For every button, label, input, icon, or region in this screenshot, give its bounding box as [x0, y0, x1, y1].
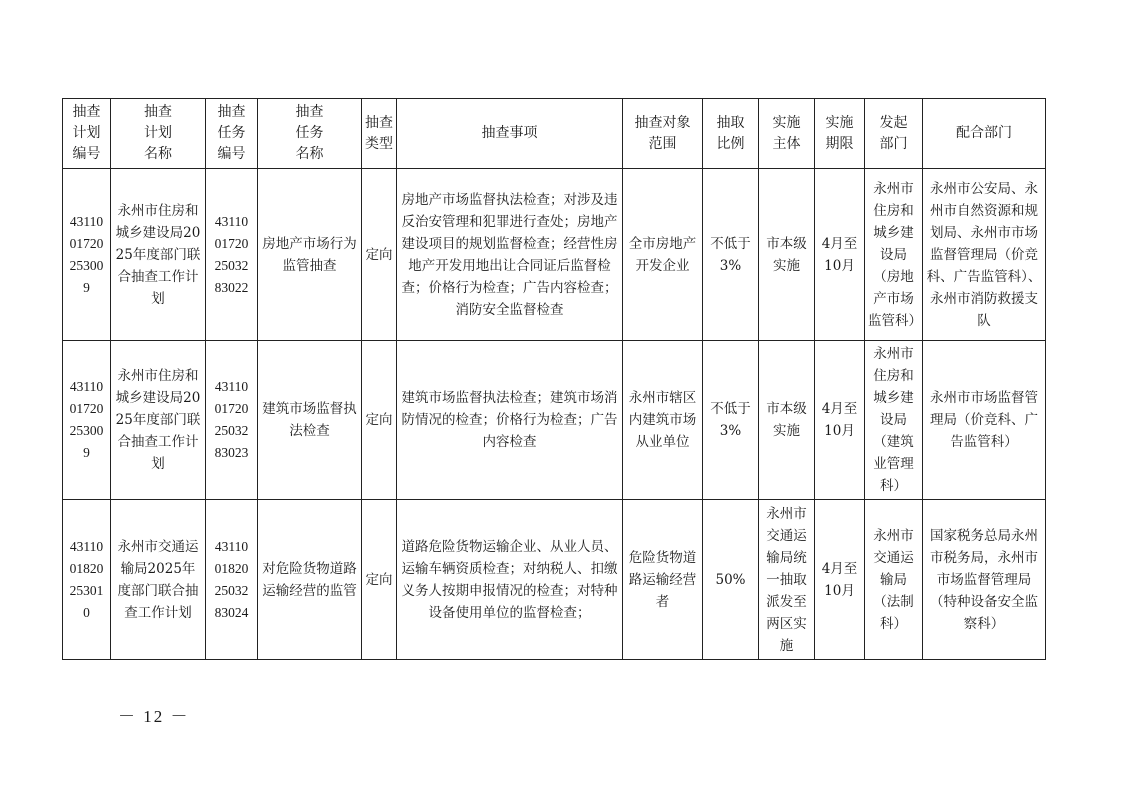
- task-no-cell: 43110 01720 25032 83022: [206, 169, 258, 341]
- items-cell: 建筑市场监督执法检查；建筑市场消防情况的检查；价格行为检查；广告内容检查: [397, 341, 623, 500]
- ratio-cell: 50%: [703, 500, 759, 660]
- type-cell: 定向: [362, 341, 397, 500]
- page-number: － 12 －: [118, 707, 190, 726]
- partners-cell: 永州市公安局、永州市自然资源和规划局、永州市市场监督管理局（价竞科、广告监管科）、永州市消防救援支队: [923, 169, 1046, 341]
- initiator-cell: 永州市住房和城乡建设局（建筑业管理科）: [865, 341, 923, 500]
- header-subject: 实施 主体: [759, 99, 815, 169]
- task-no-cell: 43110 01720 25032 83023: [206, 341, 258, 500]
- type-cell: 定向: [362, 500, 397, 660]
- partners-cell: 永州市市场监督管理局（价竞科、广告监管科）: [923, 341, 1046, 500]
- table-row: [63, 500, 1046, 660]
- plan-name-cell: 永州市交通运输局2025年度部门联合抽查工作计划: [111, 500, 206, 660]
- scope-cell: 永州市辖区内建筑市场从业单位: [623, 341, 703, 500]
- scope-cell: 全市房地产开发企业: [623, 169, 703, 341]
- ratio-cell: 不低于3%: [703, 169, 759, 341]
- period-cell: 4月至10月: [815, 341, 865, 500]
- items-cell: 道路危险货物运输企业、从业人员、运输车辆资质检查；对纳税人、扣缴义务人按期申报情况的检查；对特种设备使用单位的监督检查；: [397, 500, 623, 660]
- type-cell: 定向: [362, 169, 397, 341]
- period-cell: 4月至10月: [815, 500, 865, 660]
- plan-no-cell: 43110 01720 25300 9: [63, 169, 111, 341]
- task-name-cell: 房地产市场行为监管抽查: [258, 169, 362, 341]
- task-name-cell: 对危险货物道路运输经营的监管: [258, 500, 362, 660]
- initiator-cell: 永州市住房和城乡建设局（房地产市场监管科）: [865, 169, 923, 341]
- header-task-no: 抽查 任务 编号: [206, 99, 258, 169]
- items-cell: 房地产市场监督执法检查；对涉及违反治安管理和犯罪进行查处；房地产建设项目的规划监督检查；经营性房地产开发用地出让合同证后监督检查；价格行为检查；广告内容检查；消防安全监督检查: [397, 169, 623, 341]
- header-partners: 配合部门: [923, 99, 1046, 169]
- plan-no-cell: 43110 01720 25300 9: [63, 341, 111, 500]
- table-header-row: [63, 99, 1046, 169]
- plan-name-cell: 永州市住房和城乡建设局2025年度部门联合抽查工作计划: [111, 169, 206, 341]
- header-type: 抽查 类型: [362, 99, 397, 169]
- partners-cell: 国家税务总局永州市税务局，永州市市场监督管理局（特种设备安全监察科）: [923, 500, 1046, 660]
- header-initiator: 发起 部门: [865, 99, 923, 169]
- header-task-name: 抽查 任务 名称: [258, 99, 362, 169]
- table-row: [63, 169, 1046, 341]
- scope-cell: 危险货物道路运输经营者: [623, 500, 703, 660]
- task-name-cell: 建筑市场监督执法检查: [258, 341, 362, 500]
- period-cell: 4月至10月: [815, 169, 865, 341]
- header-ratio: 抽取 比例: [703, 99, 759, 169]
- ratio-cell: 不低于3%: [703, 341, 759, 500]
- plan-no-cell: 43110 01820 25301 0: [63, 500, 111, 660]
- subject-cell: 永州市交通运输局统一抽取派发至两区实施: [759, 500, 815, 660]
- inspection-plan-table: [62, 98, 1046, 660]
- plan-name-cell: 永州市住房和城乡建设局2025年度部门联合抽查工作计划: [111, 341, 206, 500]
- table-row: [63, 341, 1046, 500]
- subject-cell: 市本级实施: [759, 341, 815, 500]
- initiator-cell: 永州市交通运输局（法制科）: [865, 500, 923, 660]
- header-period: 实施 期限: [815, 99, 865, 169]
- header-plan-name: 抽查 计划 名称: [111, 99, 206, 169]
- task-no-cell: 43110 01820 25032 83024: [206, 500, 258, 660]
- header-scope: 抽查对象 范围: [623, 99, 703, 169]
- header-plan-no: 抽查 计划 编号: [63, 99, 111, 169]
- subject-cell: 市本级实施: [759, 169, 815, 341]
- header-items: 抽查事项: [397, 99, 623, 169]
